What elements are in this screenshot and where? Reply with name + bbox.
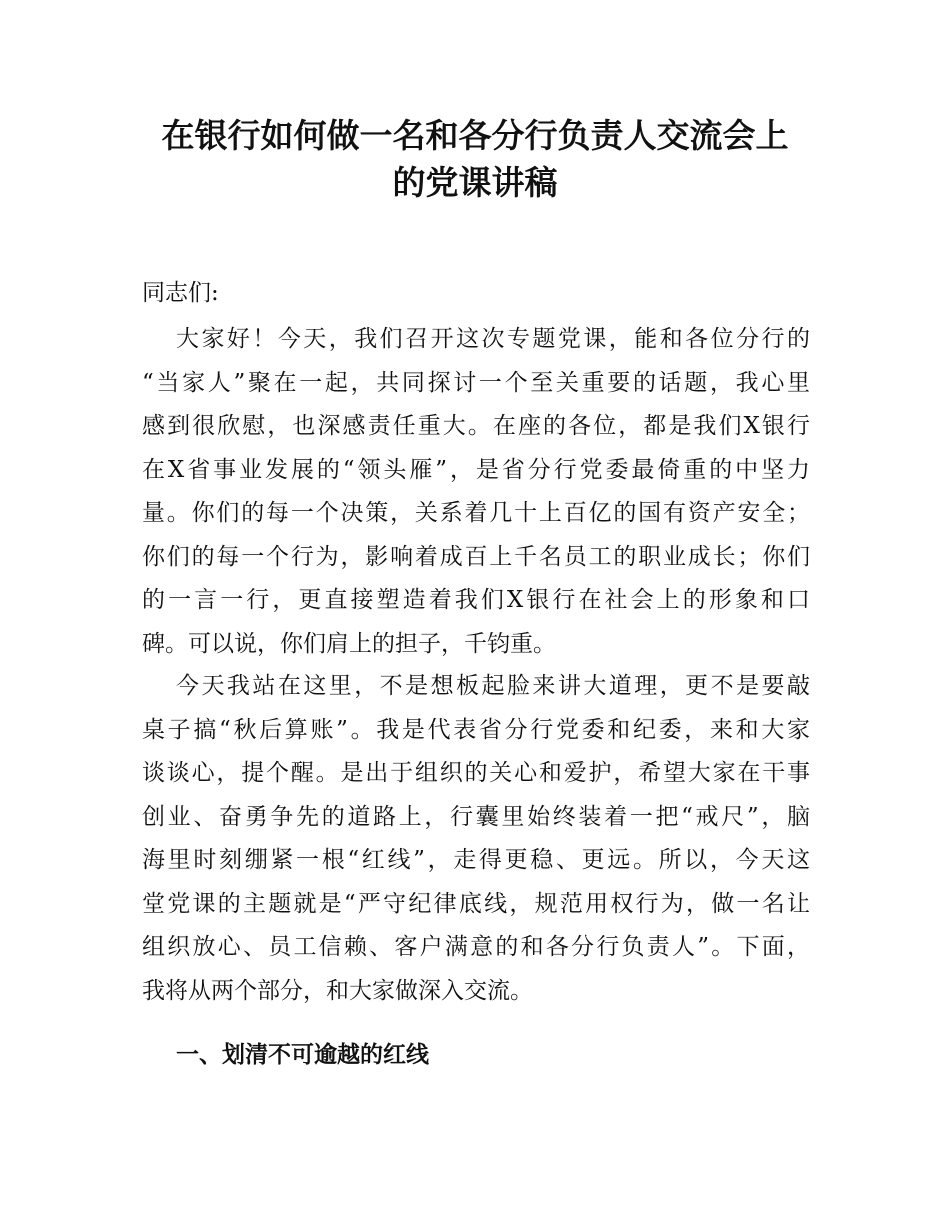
- paragraph-2: [142, 665, 810, 1013]
- paragraph-line: 碑。可以说，你们肩上的担子，千钧重。: [142, 630, 556, 657]
- paragraph-line: 感到很欣慰，也深感责任重大。在座的各位，都是我们X银行: [142, 413, 810, 439]
- paragraph-line: 谈谈心，提个醒。是出于组织的关心和爱护，希望大家在干事: [142, 760, 810, 786]
- paragraph-line: 海里时刻绷紧一根“红线”，走得更稳、更远。所以，今天这: [142, 847, 810, 873]
- title-line-1: 在银行如何做一名和各分行负责人交流会上: [161, 116, 789, 155]
- paragraph-line: 桌子搞“秋后算账”。我是代表省分行党委和纪委，来和大家: [142, 716, 810, 743]
- document-title: [0, 112, 950, 206]
- paragraph-1: [142, 318, 810, 666]
- paragraph-line: 量。你们的每一个决策，关系着几十上百亿的国有资产安全；: [142, 500, 810, 526]
- paragraph-line: 组织放心、员工信赖、客户满意的和各分行负责人”。下面，: [142, 934, 810, 960]
- paragraph-line: 在X省事业发展的“领头雁”，是省分行党委最倚重的中坚力: [142, 456, 810, 483]
- title-line-2: 的党课讲稿: [392, 163, 558, 202]
- paragraph-line: 堂党课的主题就是“严守纪律底线，规范用权行为，做一名让: [142, 890, 810, 917]
- paragraph-line: 我将从两个部分，和大家做深入交流。: [142, 977, 533, 1004]
- section-heading: 一、划清不可逾越的红线: [176, 1042, 429, 1068]
- salutation: 同志们:: [142, 280, 219, 306]
- paragraph-line: 今天我站在这里，不是想板起脸来讲大道理，更不是要敲: [176, 673, 810, 699]
- paragraph-line: 的一言一行，更直接塑造着我们X银行在社会上的形象和口: [142, 587, 810, 613]
- paragraph-line: 你们的每一个行为，影响着成百上千名员工的职业成长；你们: [142, 543, 810, 570]
- paragraph-line: 大家好！今天，我们召开这次专题党课，能和各位分行的: [176, 326, 810, 352]
- paragraph-line: 创业、奋勇争先的道路上，行囊里始终装着一把“戒尺”，脑: [142, 803, 810, 830]
- paragraph-line: “当家人”聚在一起，共同探讨一个至关重要的话题，我心里: [142, 369, 810, 396]
